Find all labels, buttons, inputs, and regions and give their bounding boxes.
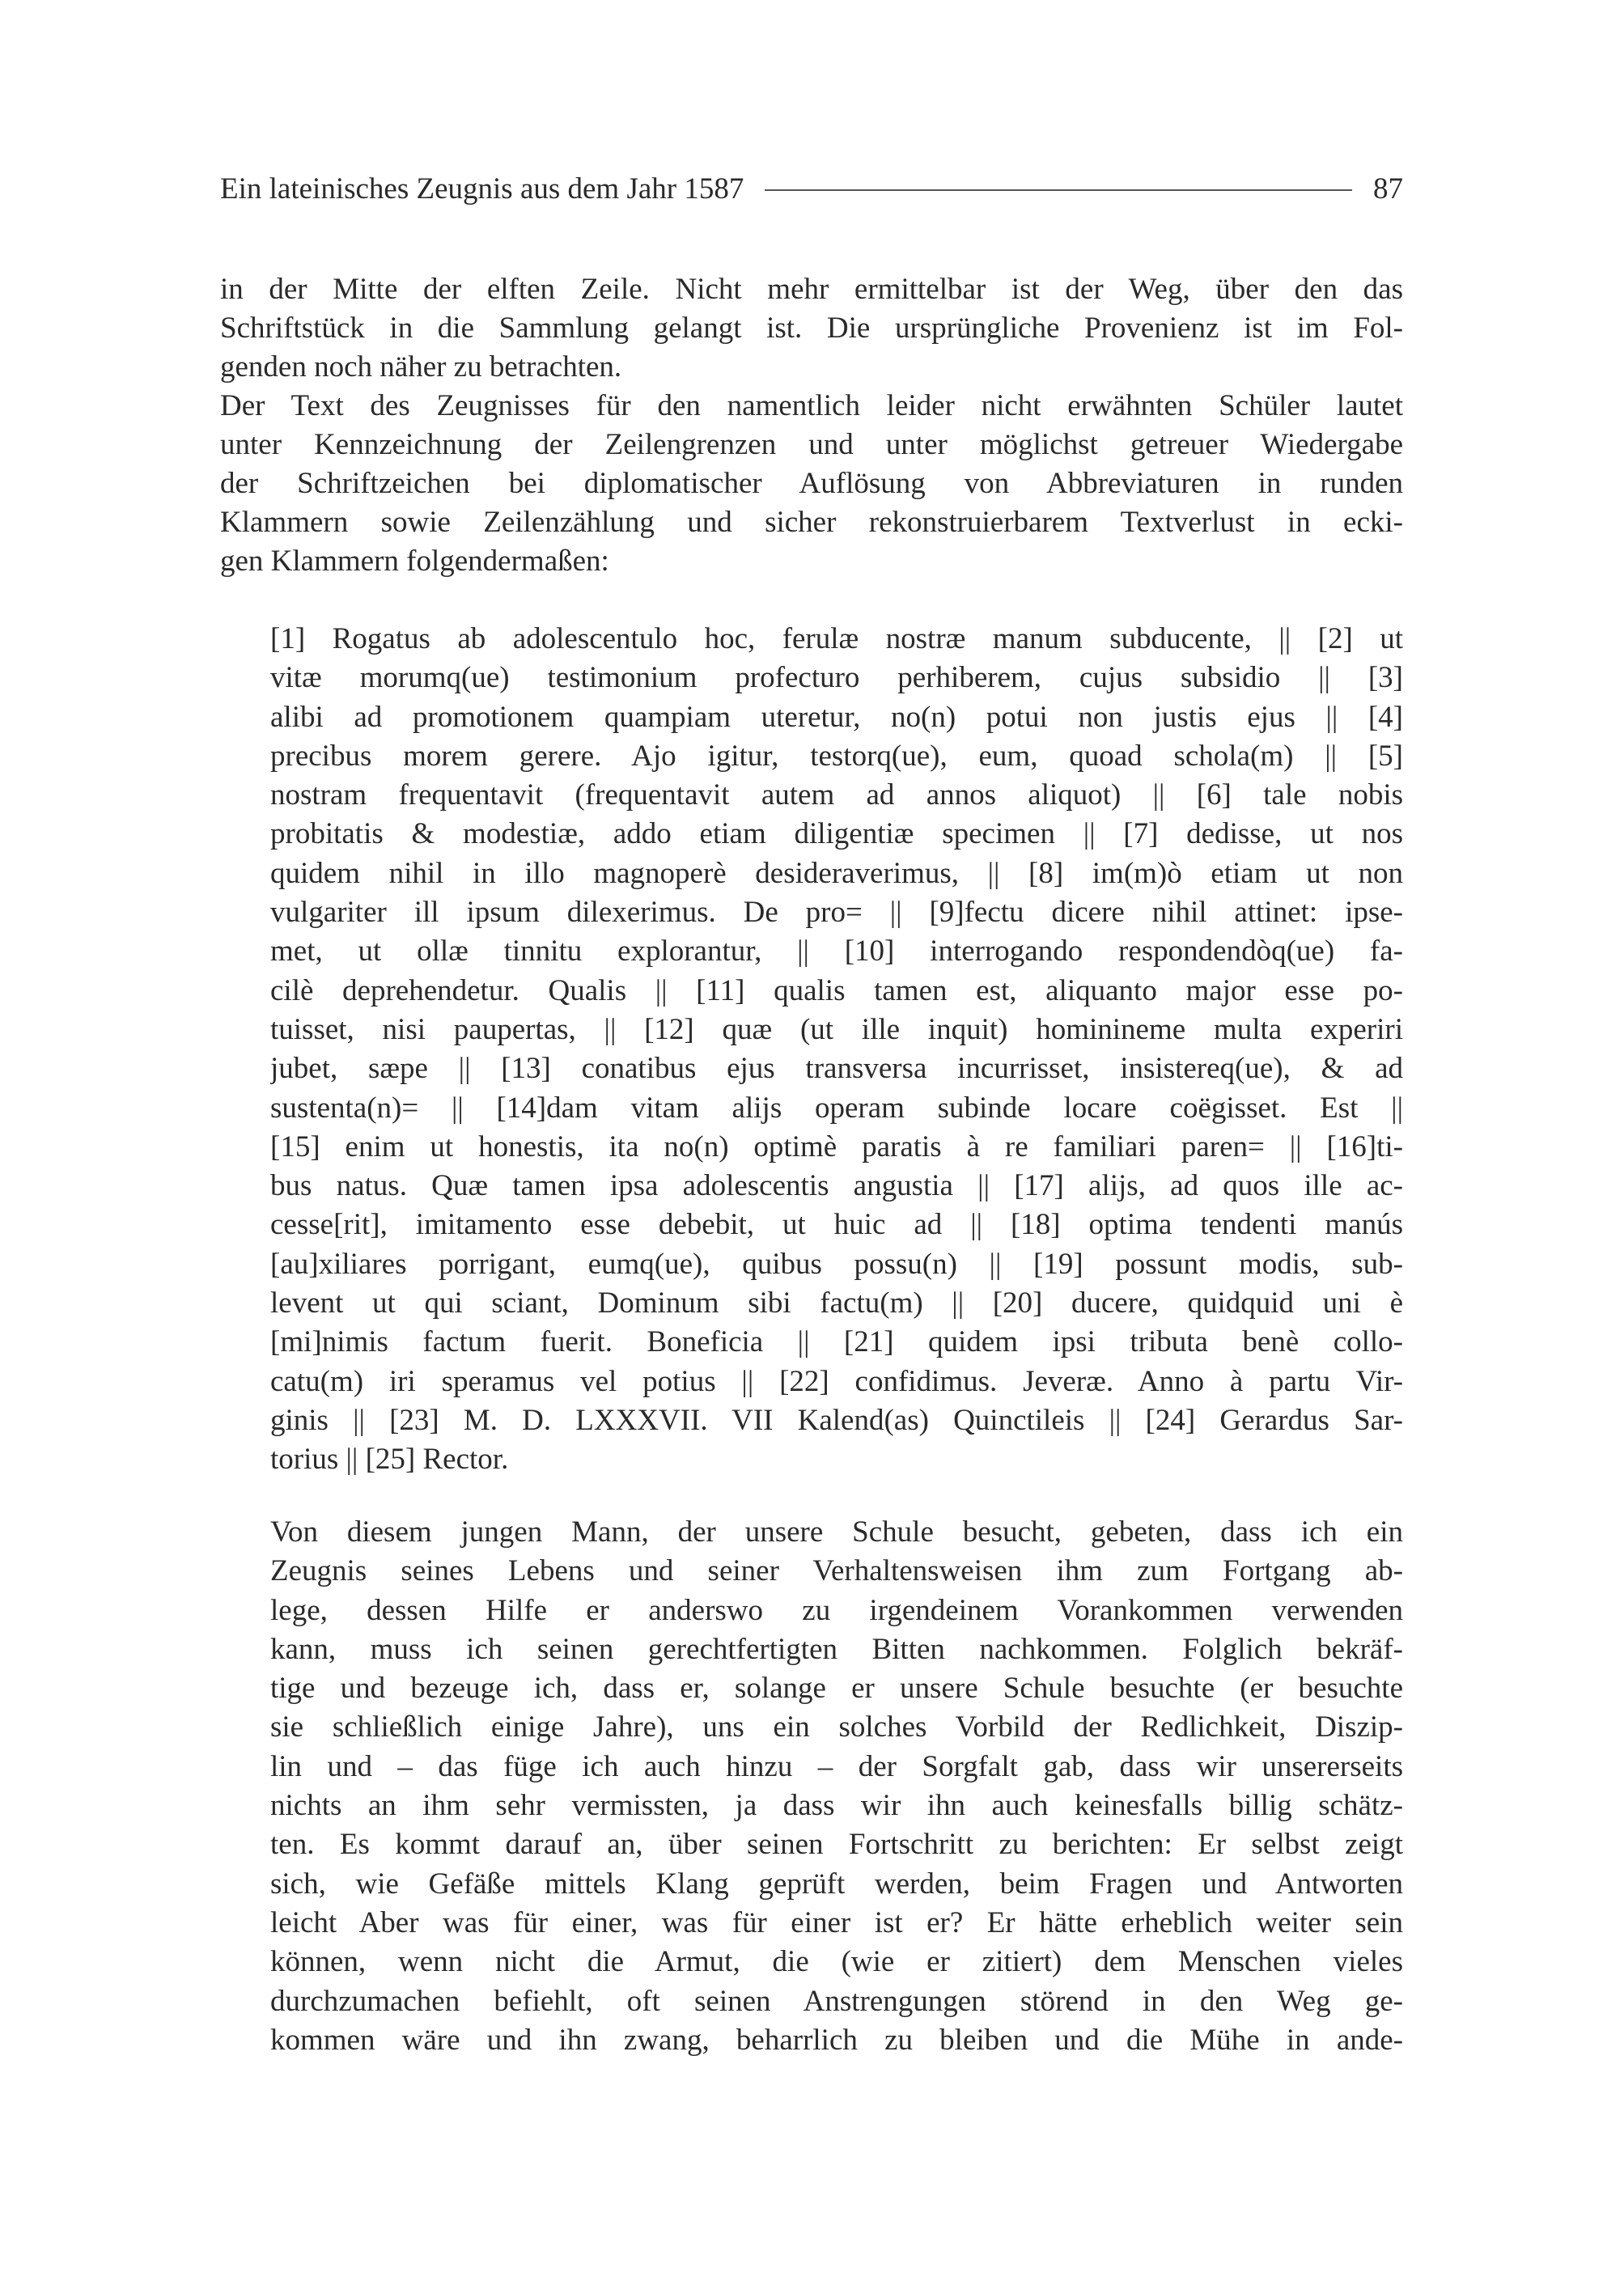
text-line: Der Text des Zeugnisses für den namentlich leider nicht erwähnten Schüler lautet [220,389,1403,422]
running-header [220,168,1403,209]
transcription-line: probitatis & modestiæ, addo etiam diligentiæ specimen || [7] dedisse, ut nos [270,817,1403,851]
transcription-line: bus natus. Quæ tamen ipsa adolescentis angustia || [17] alijs, ad quos ille ac- [270,1169,1403,1203]
header-rule [765,189,1352,191]
translation-line: nichts an ihm sehr vermissten, ja dass wir ihn auch keinesfalls billig schätz- [270,1789,1403,1823]
transcription-line: catu(m) iri speramus vel potius || [22] confidimus. Jeveræ. Anno à partu Vir- [270,1364,1403,1398]
translation-line: lin und – das füge ich auch hinzu – der Sorgfalt gab, dass wir unsererseits [270,1749,1403,1783]
translation-line: kann, muss ich seinen gerechtfertigten Bitten nachkommen. Folglich bekräf- [270,1632,1403,1666]
transcription-line: [mi]nimis factum fuerit. Boneficia || [21] quidem ipsi tributa benè collo- [270,1325,1403,1359]
transcription-line: [1] Rogatus ab adolescentulo hoc, ferulæ nostræ manum subducente, || [2] ut [270,622,1403,655]
german-translation [270,1513,1403,2060]
transcription-line: met, ut ollæ tinnitu explorantur, || [10] interrogando respondendòq(ue) fa- [270,935,1403,968]
transcription-line: precibus morem gerere. Ajo igitur, testorq(ue), eum, quoad schola(m) || [5] [270,739,1403,773]
transcription-line: alibi ad promotionem quampiam uteretur, no(n) potui non justis ejus || [4] [270,700,1403,734]
text-line: Schriftstück in die Sammlung gelangt ist. Die ursprüngliche Provenienz ist im Fol- [220,312,1403,345]
translation-line: kommen wäre und ihn zwang, beharrlich zu bleiben und die Mühe in ande- [270,2023,1403,2057]
text-line: in der Mitte der elften Zeile. Nicht mehr ermittelbar ist der Weg, über den das [220,273,1403,306]
running-title: Ein lateinisches Zeugnis aus dem Jahr 1587 [220,172,744,206]
translation-line: Zeugnis seines Lebens und seiner Verhaltensweisen ihm zum Fortgang ab- [270,1554,1403,1588]
transcription-line: [au]xiliares porrigant, eumq(ue), quibus possu(n) || [19] possunt modis, sub- [270,1247,1403,1281]
transcription-line: torius || [25] Rector. [270,1443,509,1477]
translation-line: sich, wie Gefäße mittels Klang geprüft werden, beim Fragen und Antworten [270,1867,1403,1901]
transcription-line: levent ut qui sciant, Dominum sibi factu(m) || [20] ducere, quidquid uni è [270,1286,1403,1320]
transcription-line: vulgariter ill ipsum dilexerimus. De pro= || [9]fectu dicere nihil attinet: ipse- [270,896,1403,930]
translation-line: tige und bezeuge ich, dass er, solange er unsere Schule besuchte (er besuchte [270,1672,1403,1706]
transcription-line: vitæ morumq(ue) testimonium profecturo perhiberem, cujus subsidio || [3] [270,661,1403,695]
transcription-line: nostram frequentavit (frequentavit autem ad annos aliquot) || [6] tale nobis [270,778,1403,812]
page-number: 87 [1373,172,1403,206]
transcription-line: quidem nihil in illo magnoperè desideraverimus, || [8] im(m)ò etiam ut non [270,856,1403,890]
text-line: genden noch näher zu betrachten. [220,350,622,384]
translation-line: ten. Es kommt darauf an, über seinen Fortschritt zu berichten: Er selbst zeigt [270,1828,1403,1862]
text-line: gen Klammern folgendermaßen: [220,545,609,578]
transcription-line: ginis || [23] M. D. LXXXVII. VII Kalend(as) Quinctileis || [24] Gerardus Sar- [270,1403,1403,1437]
transcription-line: cilè deprehendetur. Qualis || [11] qualis tamen est, aliquanto major esse po- [270,973,1403,1007]
translation-line: lege, dessen Hilfe er anderswo zu irgendeinem Vorankommen verwenden [270,1593,1403,1627]
transcription-line: tuisset, nisi paupertas, || [12] quæ (ut ille inquit) hominineme multa experiri [270,1012,1403,1046]
translation-line: Von diesem jungen Mann, der unsere Schule besucht, gebeten, dass ich ein [270,1515,1403,1549]
transcription-line: sustenta(n)= || [14]dam vitam alijs operam subinde locare coëgisset. Est || [270,1091,1403,1125]
transcription-line: cesse[rit], imitamento esse debebit, ut huic ad || [18] optima tendenti manús [270,1208,1403,1242]
translation-line: sie schließlich einige Jahre), uns ein solches Vorbild der Redlichkeit, Diszip- [270,1710,1403,1744]
translation-line: leicht Aber was für einer, was für einer ist er? Er hätte erheblich weiter sein [270,1905,1403,1939]
text-line: der Schriftzeichen bei diplomatischer Auflösung von Abbreviaturen in runden [220,467,1403,500]
translation-line: können, wenn nicht die Armut, die (wie er zitiert) dem Menschen vieles [270,1945,1403,1979]
transcription-line: jubet, sæpe || [13] conatibus ejus transversa incurrisset, insistereq(ue), & ad [270,1052,1403,1086]
translation-line: durchzumachen befiehlt, oft seinen Anstrengungen störend in den Weg ge- [270,1984,1403,2018]
text-line: unter Kennzeichnung der Zeilengrenzen und unter möglichst getreuer Wiedergabe [220,428,1403,461]
text-line: Klammern sowie Zeilenzählung und sicher rekonstruierbarem Textverlust in ecki- [220,506,1403,539]
intro-paragraph [220,270,1403,581]
transcription-line: [15] enim ut honestis, ita no(n) optimè paratis à re familiari paren= || [16]ti- [270,1130,1403,1163]
latin-transcription [270,620,1403,1480]
